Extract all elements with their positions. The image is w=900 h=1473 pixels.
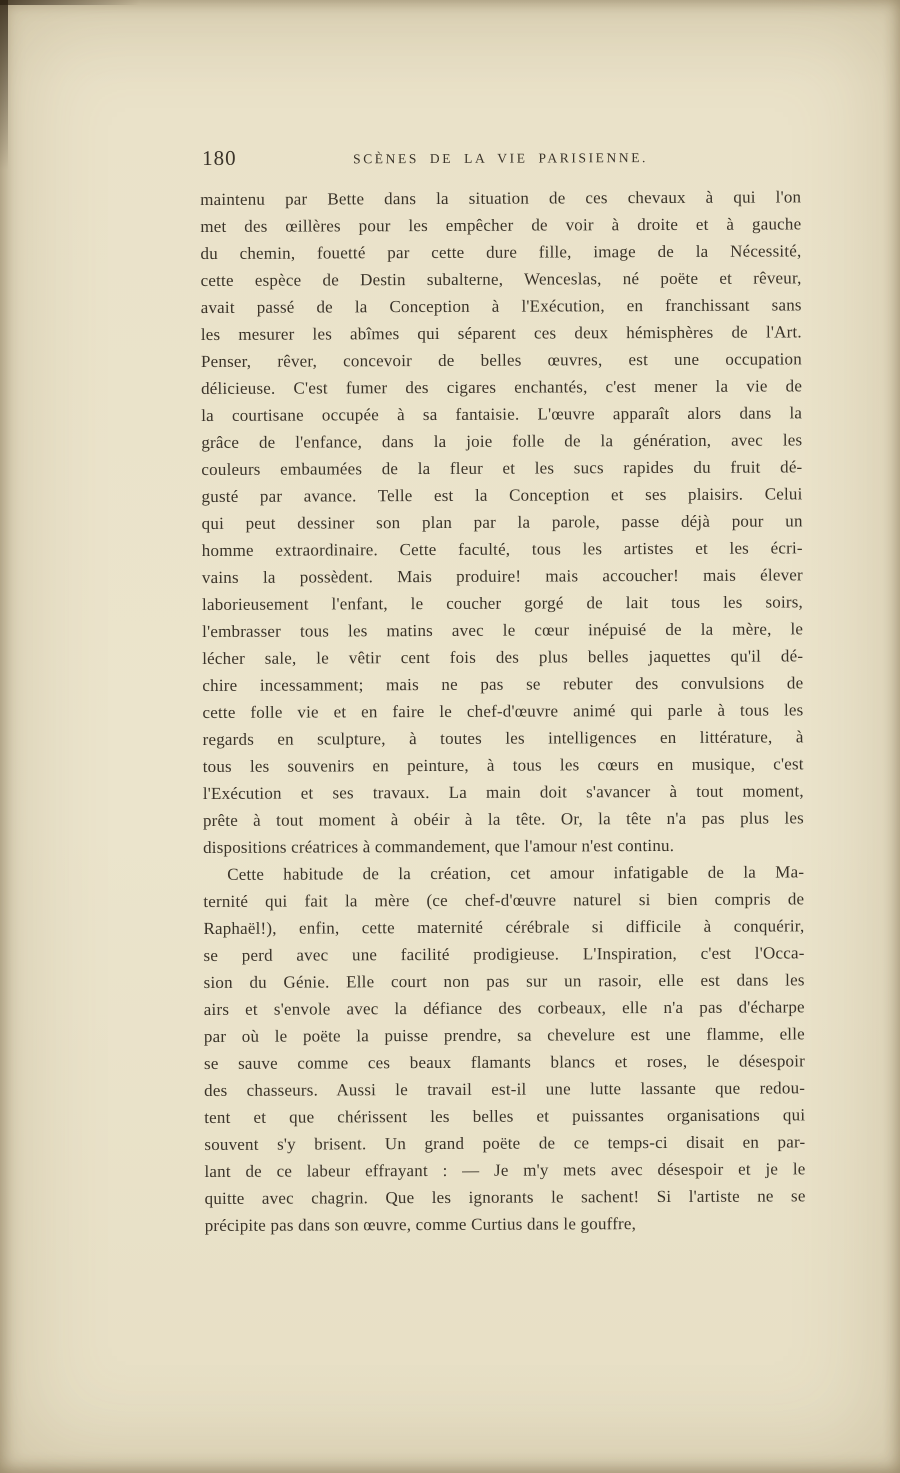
page-header [200, 143, 801, 178]
text-line: du chemin, fouetté par cette dure fille, image de la Nécessité, [200, 241, 802, 263]
text-line: se sauve comme ces beaux flamants blancs et roses, le désespoir [203, 1051, 806, 1073]
text-line: Cette habitude de la création, cet amour infatigable de la Ma- [227, 862, 805, 884]
paragraph-2 [203, 858, 806, 1239]
text-line: laborieusement l'enfant, le coucher gorgé de lait tous les soirs, [201, 592, 804, 614]
text-line: l'embrasser tous les matins avec le cœur inépuisé de la mère, le [202, 619, 804, 641]
text-line: chire incessamment; mais ne pas se rebuter des convulsions de [202, 673, 804, 695]
scan-edge-top [0, 0, 140, 5]
text-line: homme extraordinaire. Cette faculté, tous les artistes et les écri- [201, 538, 803, 560]
text-line: maintenu par Bette dans la situation de ces chevaux à qui l'on [200, 187, 802, 209]
paragraph-1 [200, 183, 804, 861]
text-line: lécher sale, le vêtir cent fois des plus belles jaquettes qu'il dé- [202, 646, 804, 668]
text-line: Raphaël!), enfin, cette maternité cérébrale si difficile à conquérir, [203, 916, 805, 938]
text-line: dispositions créatrices à commandement, que l'amour n'est continu. [203, 835, 675, 857]
text-line: par où le poëte la puisse prendre, sa chevelure est une flamme, elle [203, 1024, 805, 1046]
text-block [200, 143, 806, 1239]
text-line: cette espèce de Destin subalterne, Wenceslas, né poëte et rêveur, [200, 268, 802, 290]
text-line: précipite pas dans son œuvre, comme Curtius dans le gouffre, [204, 1214, 637, 1235]
text-line: qui peut dessiner son plan par la parole, passe déjà pour un [201, 511, 803, 533]
text-line: Penser, rêver, concevoir de belles œuvres, est une occupation [200, 349, 802, 371]
text-line: l'Exécution et ses travaux. La main doit s'avancer à tout moment, [202, 781, 804, 803]
scan-edge-left [0, 0, 8, 170]
text-line: gusté par avance. Telle est la Conception et ses plaisirs. Celui [201, 484, 803, 506]
text-line: tous les souvenirs en peinture, à tous les cœurs en musique, c'est [202, 754, 804, 776]
text-line: des chasseurs. Aussi le travail est-il une lutte lassante que redou- [204, 1078, 806, 1100]
text-line: grâce de l'enfance, dans la joie folle de la génération, avec les [201, 430, 803, 452]
text-line: la courtisane occupée à sa fantaisie. L'œuvre apparaît alors dans la [201, 403, 803, 425]
text-line: avait passé de la Conception à l'Exécution, en franchissant sans [200, 295, 802, 317]
text-line: sion du Génie. Elle court non pas sur un rasoir, elle est dans les [203, 970, 805, 992]
text-line: lant de ce labeur effrayant : — Je m'y mets avec désespoir et je le [204, 1159, 806, 1181]
text-line: délicieuse. C'est fumer des cigares enchantés, c'est mener la vie de [201, 376, 803, 398]
page-number: 180 [201, 145, 237, 170]
text-line: souvent s'y brisent. Un grand poëte de ce temps-ci disait en par- [204, 1132, 806, 1154]
text-line: se perd avec une facilité prodigieuse. L'Inspiration, c'est l'Occa- [203, 943, 805, 965]
text-line: les mesurer les abîmes qui séparent ces deux hémisphères de l'Art. [200, 322, 802, 344]
text-line: ternité qui fait la mère (ce chef-d'œuvre naturel si bien compris de [203, 889, 805, 911]
text-line: airs et s'envole avec la défiance des corbeaux, elle n'a pas d'écharpe [203, 997, 805, 1019]
text-line: prête à tout moment à obéir à la tête. Or, la tête n'a pas plus les [202, 808, 804, 830]
text-line: vains la possèdent. Mais produire! mais accoucher! mais élever [201, 565, 803, 587]
text-line: quitte avec chagrin. Que les ignorants le sachent! Si l'artiste ne se [204, 1186, 806, 1208]
text-line: tent et que chérissent les belles et puissantes organisations qui [204, 1105, 806, 1127]
text-line: couleurs embaumées de la fleur et les sucs rapides du fruit dé- [201, 457, 803, 479]
running-head: SCÈNES DE LA VIE PARISIENNE. [353, 150, 649, 167]
text-line: regards en sculpture, à toutes les intelligences en littérature, à [202, 727, 804, 749]
text-line: met des œillères pour les empêcher de voir à droite et à gauche [200, 214, 802, 236]
text-line: cette folle vie et en faire le chef-d'œuvre animé qui parle à tous les [202, 700, 804, 722]
